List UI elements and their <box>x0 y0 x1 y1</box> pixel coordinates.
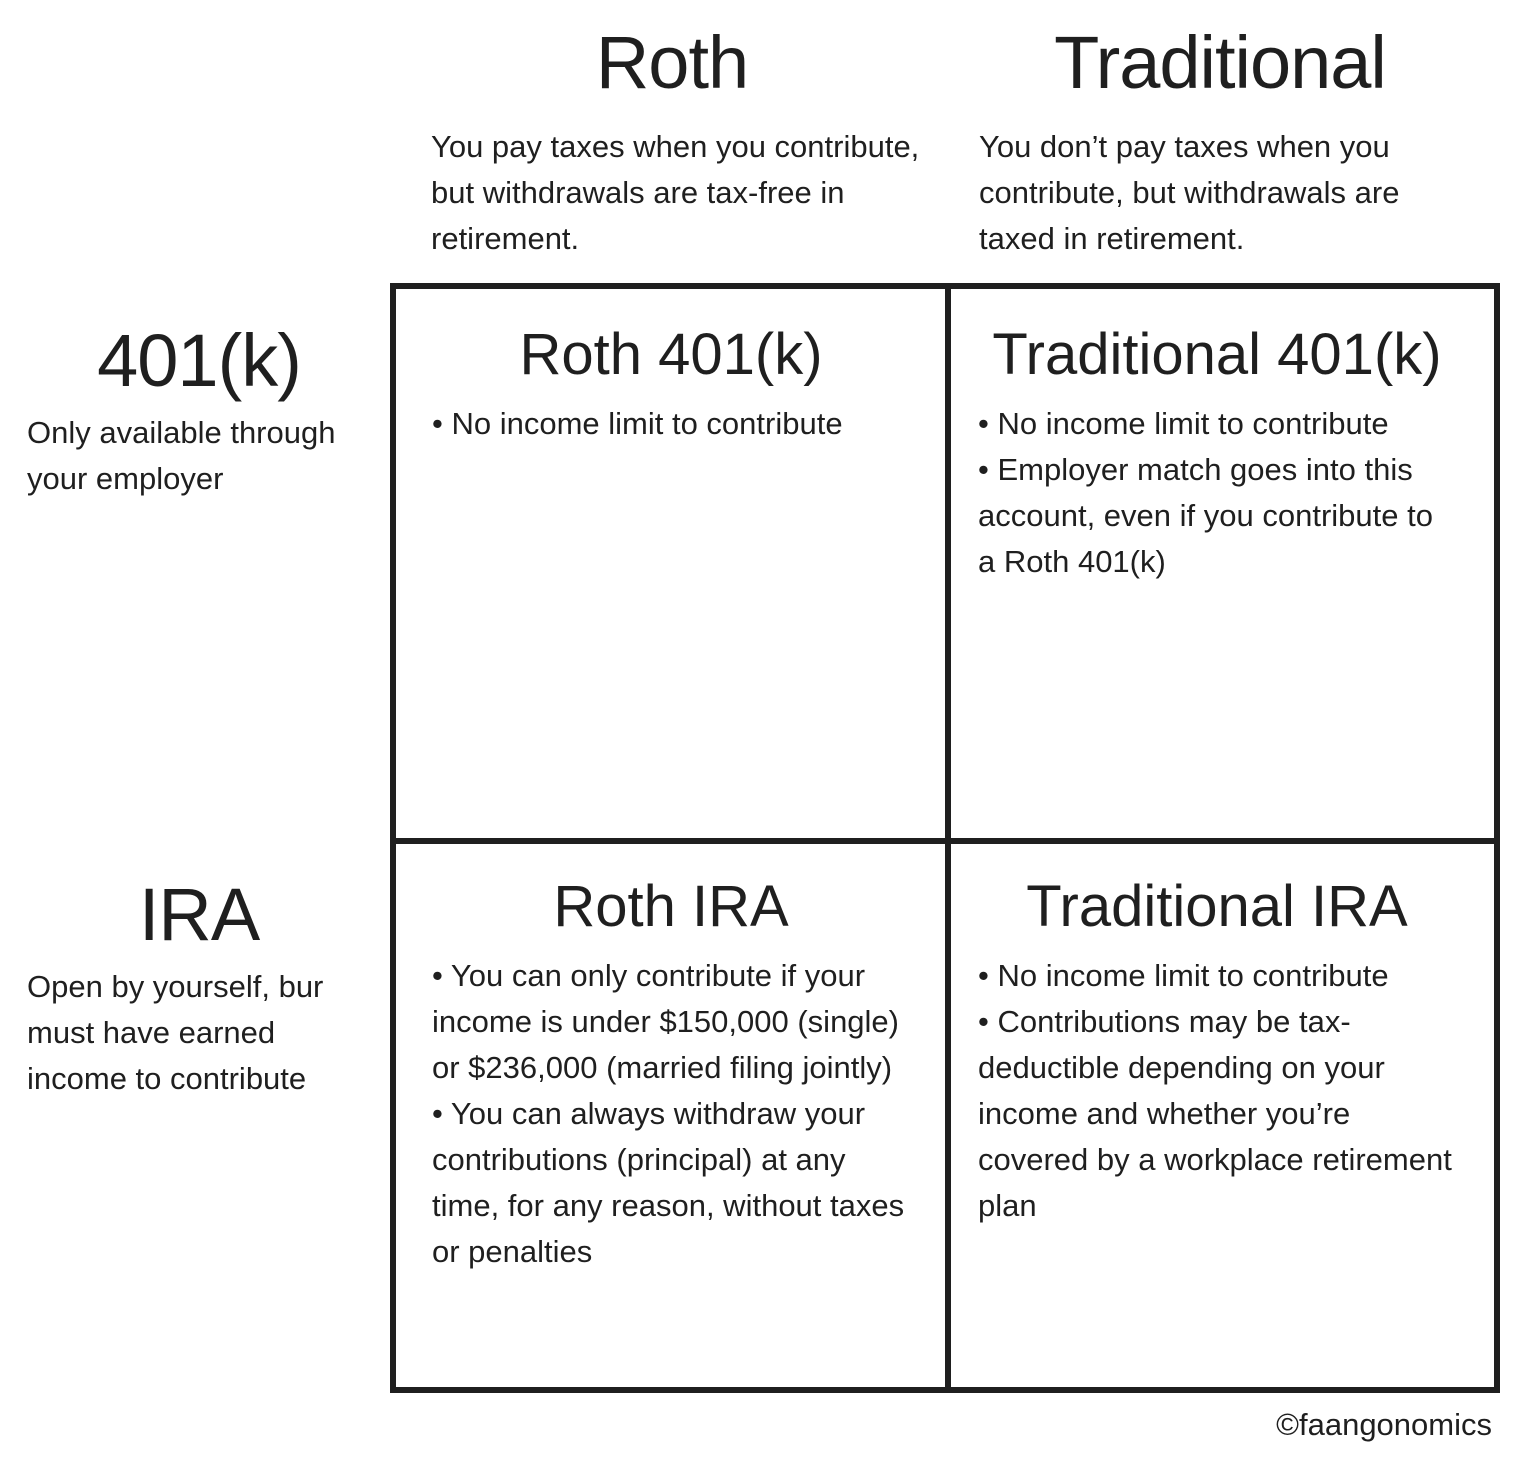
bullet-item: • You can only contribute if your income is under $150,000 (single) or $236,000 (married filing jointly) <box>432 953 912 1091</box>
bullet-list-roth-401k <box>432 401 912 447</box>
bullet-item: • No income limit to contribute <box>978 401 1458 447</box>
bullet-item: • No income limit to contribute <box>978 953 1458 999</box>
grid-horizontal-divider <box>396 838 1494 844</box>
cell-roth-401k <box>432 315 962 447</box>
bullet-item: • Contributions may be tax-deductible depending on your income and whether you’re covered by a workplace retirement plan <box>978 999 1458 1229</box>
cell-title-roth-401k: Roth 401(k) <box>519 322 823 387</box>
bullet-list-traditional-401k <box>978 401 1458 585</box>
bullet-item: • No income limit to contribute <box>432 401 912 447</box>
cell-title-traditional-401k: Traditional 401(k) <box>992 322 1442 387</box>
cell-title-traditional-ira: Traditional IRA <box>1026 874 1408 939</box>
row-description-ira: Open by yourself, bur must have earned income to contribute <box>27 969 324 1096</box>
column-header-traditional <box>945 18 1495 262</box>
column-description-roth: You pay taxes when you contribute, but withdrawals are tax-free in retirement. <box>431 129 920 256</box>
cell-traditional-401k <box>978 315 1508 585</box>
column-title-traditional: Traditional <box>1054 21 1386 104</box>
row-description-401k: Only available through your employer <box>27 415 336 496</box>
row-header-ira <box>24 870 374 1102</box>
column-header-roth <box>397 18 947 262</box>
bullet-list-roth-ira <box>432 953 912 1275</box>
cell-traditional-ira <box>978 867 1508 1229</box>
cell-roth-ira <box>432 867 962 1275</box>
bullet-item: • Employer match goes into this account, even if you contribute to a Roth 401(k) <box>978 447 1458 585</box>
column-description-traditional: You don’t pay taxes when you contribute, but withdrawals are taxed in retirement. <box>979 129 1400 256</box>
row-header-401k <box>24 316 374 502</box>
copyright-credit: ©faangonomics <box>1276 1407 1492 1442</box>
cell-title-roth-ira: Roth IRA <box>553 874 789 939</box>
comparison-grid <box>390 283 1500 1393</box>
row-title-ira: IRA <box>138 873 260 956</box>
bullet-item: • You can always withdraw your contributions (principal) at any time, for any reason, without taxes or penalties <box>432 1091 912 1275</box>
bullet-list-traditional-ira <box>978 953 1458 1229</box>
row-title-401k: 401(k) <box>97 319 301 402</box>
column-title-roth: Roth <box>595 21 749 104</box>
